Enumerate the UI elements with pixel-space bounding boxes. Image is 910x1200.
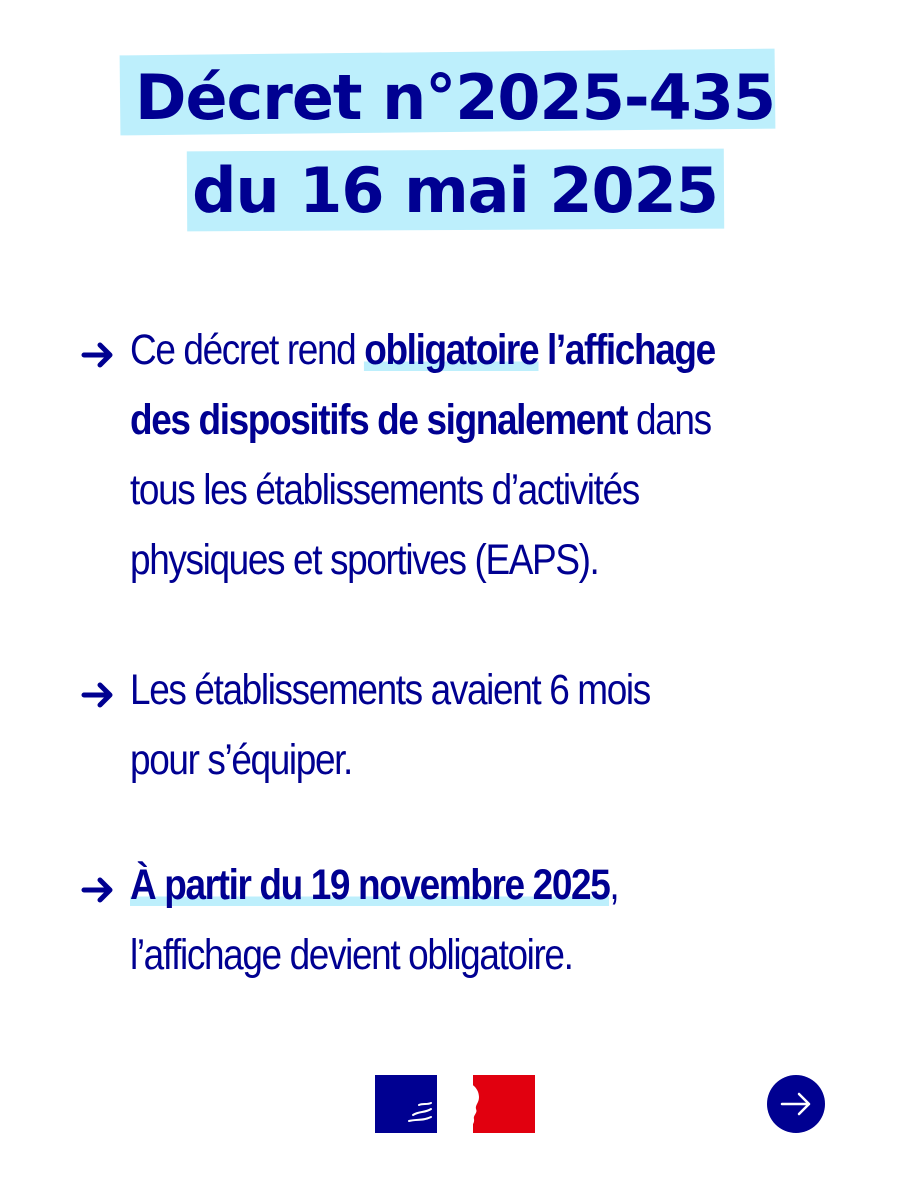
marianne-logo: [375, 1075, 535, 1133]
bullet-text: [130, 315, 852, 595]
highlighted-text: À partir du 19 novembre 2025: [130, 861, 610, 909]
bullet-line: tous les établissements d’activités: [130, 466, 639, 514]
next-button[interactable]: [767, 1075, 825, 1133]
arrow-right-icon: [80, 675, 118, 715]
bullet-line: [130, 385, 852, 455]
plain-text: ,: [609, 861, 619, 909]
bold-text: des dispositifs de signalement: [130, 396, 628, 444]
bullet-line: pour s’équiper.: [130, 736, 352, 784]
bullet-line: Les établissements avaient 6 mois: [130, 666, 650, 714]
bullet-line: physiques et sportives (EAPS).: [130, 536, 599, 584]
arrow-right-circle-icon: [767, 1075, 825, 1133]
highlighted-text: obligatoire: [364, 326, 539, 374]
bullet-text: [130, 850, 852, 990]
page-title-line-2: [0, 154, 910, 227]
plain-text: Ce décret rend: [130, 326, 365, 374]
bullet-line: l’affichage devient obligatoire.: [130, 931, 573, 979]
bullet-line: [130, 850, 852, 920]
title-text-1: Décret n°2025-435: [135, 61, 775, 134]
bullet-text: [130, 655, 852, 795]
arrow-right-icon: [80, 335, 118, 375]
page-title-line-1: [0, 61, 910, 134]
bold-text: l’affichage: [538, 326, 715, 374]
title-text-2: du 16 mai 2025: [192, 154, 718, 227]
arrow-right-icon: [80, 870, 118, 910]
plain-text: dans: [627, 396, 711, 444]
bullet-line: [130, 315, 852, 385]
